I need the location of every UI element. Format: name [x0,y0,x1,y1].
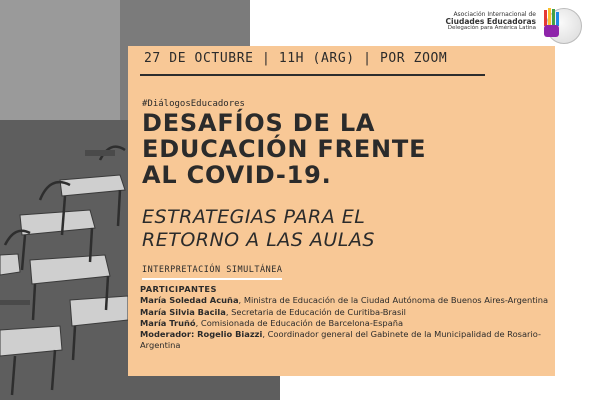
participant-name: María Soledad Acuña [140,295,239,306]
logo-line-3: Delegación para América Latina [447,25,536,32]
divider-line [140,74,485,76]
participants-list [140,284,552,352]
event-subtitle [142,206,542,252]
organization-logo [416,6,596,44]
participant-item [140,307,552,318]
hand-icon [540,6,566,42]
subtitle-line-2: RETORNO A LAS AULAS [142,229,375,251]
title-line-3: AL COVID-19. [142,161,332,189]
logo-text [416,12,536,32]
participant-role: , Comisionada de Educación de Barcelona-España [195,317,404,328]
participant-role: , Ministra de Educación de la Ciudad Autónoma de Buenos Aires-Argentina [238,295,549,306]
participant-item [140,329,552,352]
participant-role: , Secretaria de Educación de Curitiba-Brasil [225,306,406,317]
participant-name: María Silvia Bacila [140,306,226,317]
event-info-panel [128,46,555,376]
participant-role: , Coordinador general del Gabinete de la Municipalidad de Rosario-Argentina [140,329,542,351]
participant-item [140,318,552,329]
event-title [142,110,542,188]
title-line-1: DESAFÍOS DE LA [142,109,376,137]
participant-name: María Truñó [140,317,196,328]
moderator-name: Moderador: Rogelio Biazzi [140,329,263,340]
participant-item [140,295,552,306]
logo-line-2: Ciudades Educadoras [445,17,536,27]
interpretation-underline [142,278,282,280]
hashtag: #DiálogosEducadores [142,99,245,109]
title-line-2: EDUCACIÓN FRENTE [142,135,427,163]
event-date-time: 27 DE OCTUBRE | 11H (ARG) | POR ZOOM [144,51,448,66]
participants-heading: PARTICIPANTES [140,284,217,294]
subtitle-line-1: ESTRATEGIAS PARA EL [142,206,366,228]
interpretation-label: INTERPRETACIÓN SIMULTÁNEA [142,265,283,275]
logo-line-1: Asociación Internacional de [453,11,536,18]
